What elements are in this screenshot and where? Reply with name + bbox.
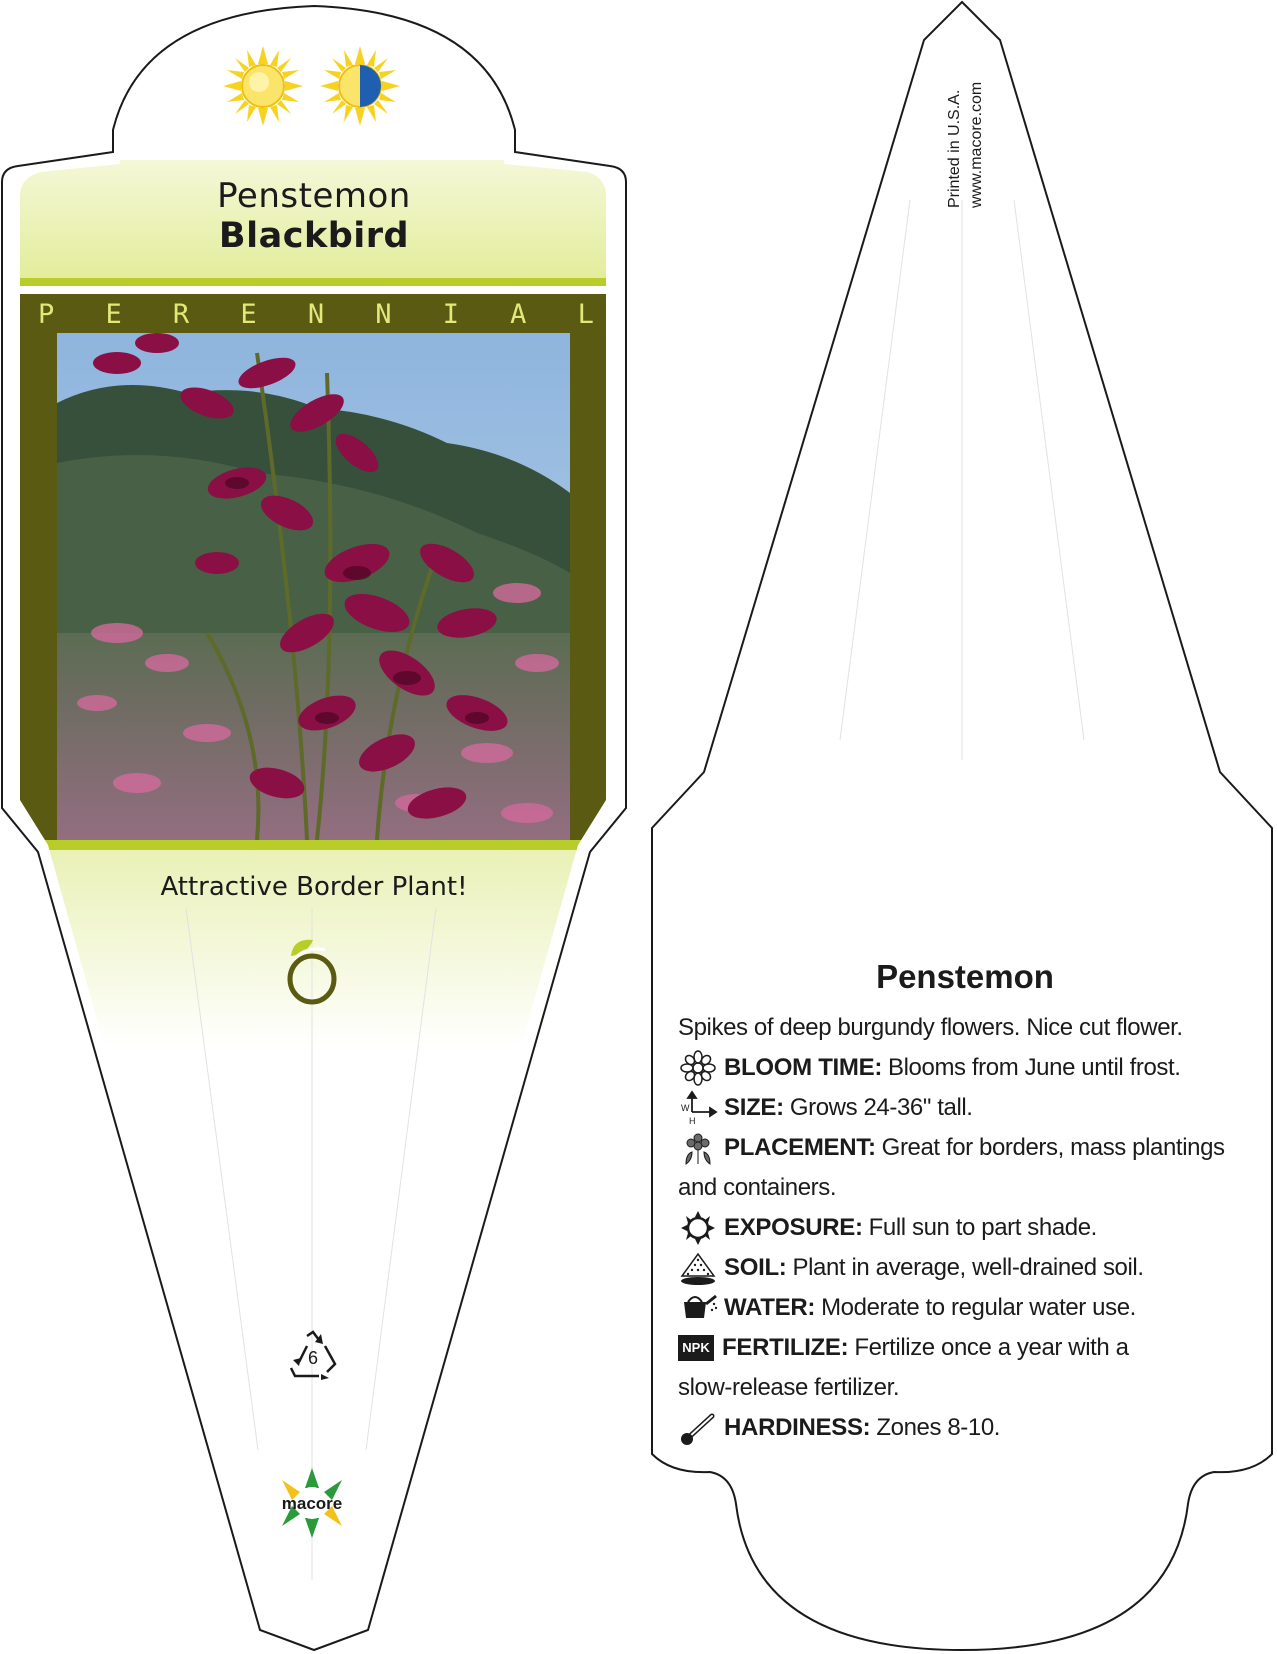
website-label: www.macore.com <box>968 81 985 208</box>
sun-outline-icon <box>678 1210 718 1246</box>
thermometer-icon <box>678 1410 718 1446</box>
care-title: Penstemon <box>876 958 1054 995</box>
watering-can-icon <box>678 1290 718 1326</box>
tagline: Attractive Border Plant! <box>160 872 468 902</box>
size-arrows-icon <box>678 1090 718 1126</box>
svg-text:W: W <box>681 1103 690 1113</box>
brand-name: macore <box>281 1494 343 1513</box>
category-letter: N <box>307 298 325 330</box>
care-placement-continued: and containers. <box>678 1174 837 1201</box>
plant-photo <box>57 333 570 840</box>
category-label <box>38 296 594 332</box>
printed-in-label: Printed in U.S.A. <box>946 89 963 208</box>
care-fertilize-continued: slow-release fertilizer. <box>678 1374 900 1401</box>
category-letter: R <box>172 298 190 330</box>
category-letter: A <box>510 298 527 330</box>
category-letter: E <box>105 298 122 330</box>
description: Spikes of deep burgundy flowers. Nice cut flower. <box>678 1014 1183 1041</box>
care-fertilize: NPK FERTILIZE: Fertilize once a year with a <box>678 1328 1238 1368</box>
placement-icon <box>678 1130 718 1166</box>
full-sun-icon <box>221 44 305 128</box>
plant-variety: Blackbird <box>218 216 410 256</box>
plant-genus: Penstemon <box>217 176 411 216</box>
category-letter: N <box>375 298 392 330</box>
care-instructions <box>678 1008 1238 1448</box>
category-letter: I <box>442 298 459 330</box>
care-hardiness: HARDINESS: Zones 8-10. <box>678 1408 1238 1448</box>
flower-icon <box>678 1050 718 1086</box>
care-bloom-time: BLOOM TIME: Blooms from June until frost. <box>678 1048 1238 1088</box>
part-sun-icon <box>318 44 402 128</box>
seedling-logo-icon <box>283 934 343 1006</box>
care-soil: SOIL: Plant in average, well-drained soil. <box>678 1248 1238 1288</box>
svg-text:H: H <box>689 1116 696 1126</box>
category-letter: L <box>577 298 594 330</box>
care-exposure: EXPOSURE: Full sun to part shade. <box>678 1208 1238 1248</box>
care-placement: PLACEMENT: Great for borders, mass plantings <box>678 1128 1238 1168</box>
macore-logo <box>266 1466 358 1540</box>
soil-icon <box>678 1250 718 1286</box>
npk-icon: NPK <box>678 1335 714 1361</box>
recycle-code: 6 <box>307 1348 319 1368</box>
category-letter: E <box>240 298 257 330</box>
recycle-6-icon <box>285 1330 341 1380</box>
care-size: W H SIZE: Grows 24-36" tall. <box>678 1088 1238 1128</box>
category-letter: P <box>38 298 55 330</box>
care-water: WATER: Moderate to regular water use. <box>678 1288 1238 1328</box>
